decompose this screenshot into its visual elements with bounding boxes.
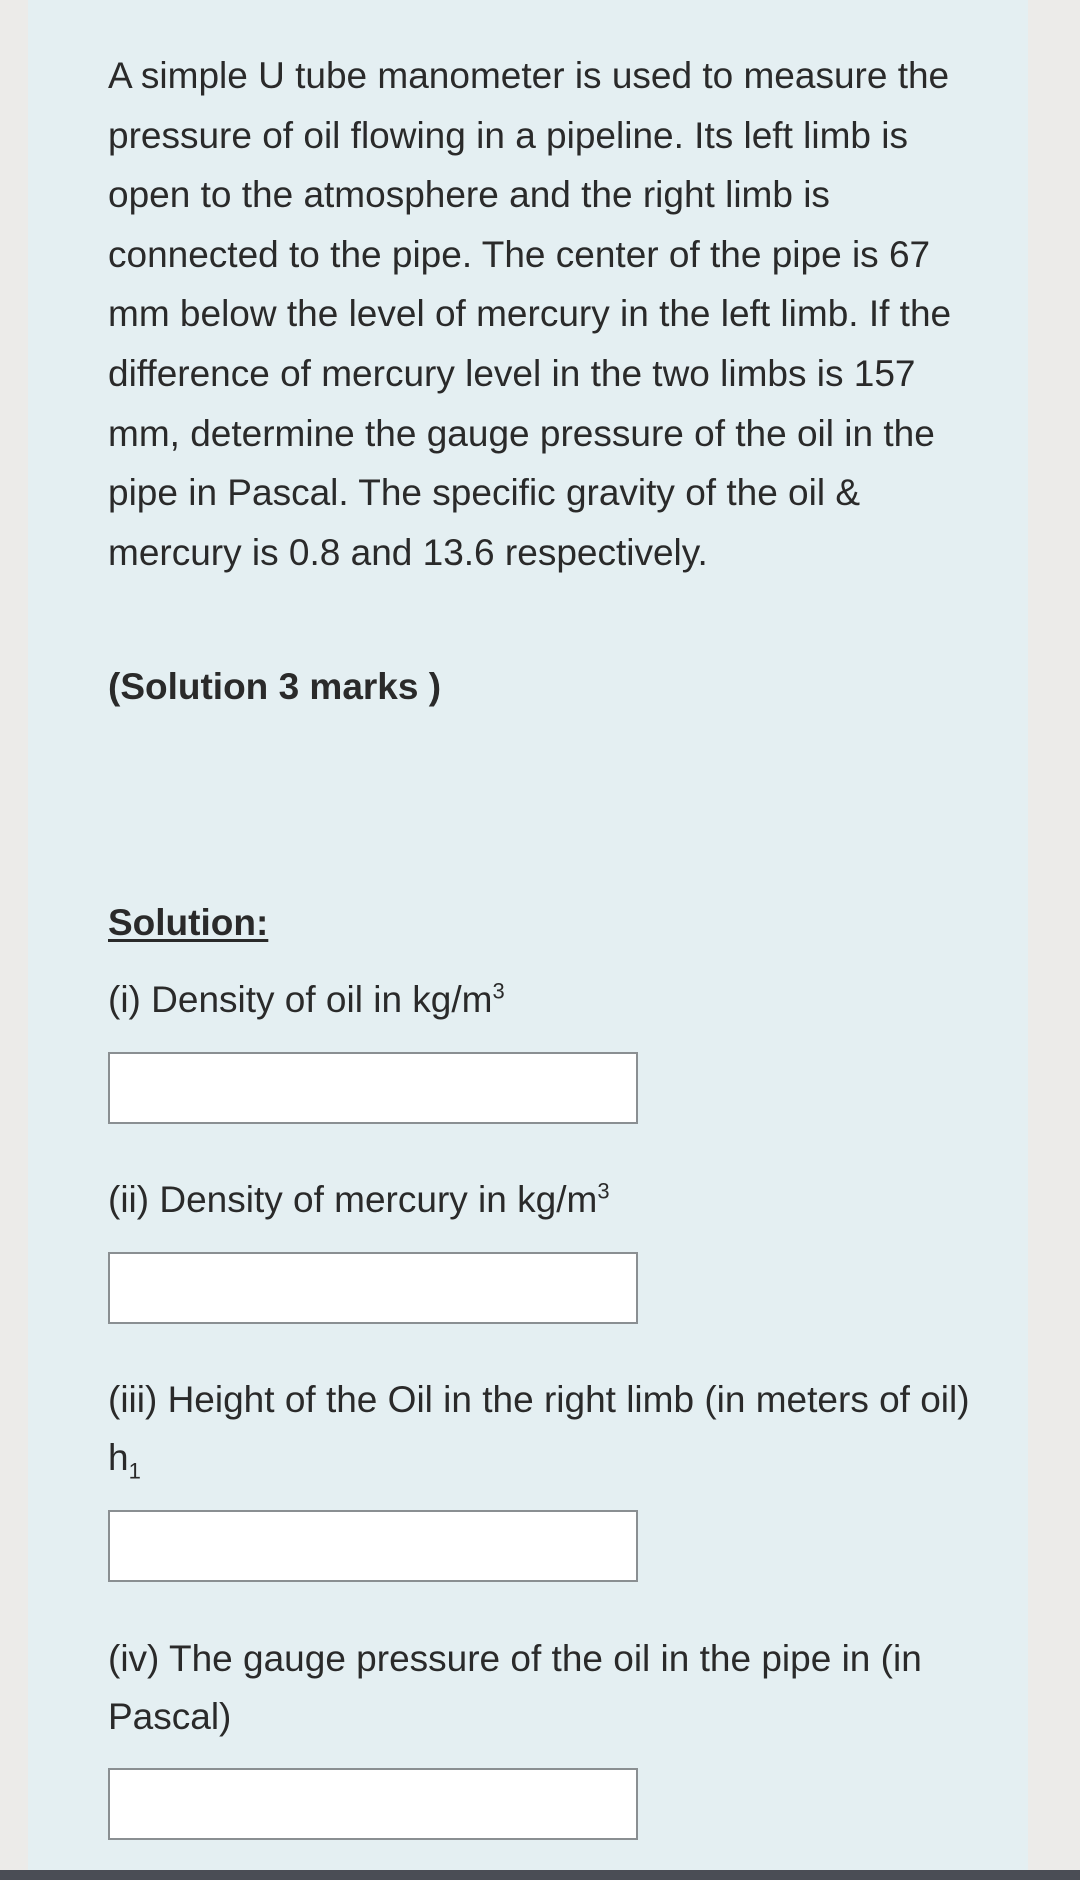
part-ii-text: (ii) Density of mercury in kg/m — [108, 1179, 598, 1220]
part-iii-text: (iii) Height of the Oil in the right limb (in meters of oil) h — [108, 1379, 970, 1478]
part-i-superscript: 3 — [492, 978, 505, 1004]
part-i-answer-input[interactable] — [108, 1052, 638, 1124]
part-ii-answer-input[interactable] — [108, 1252, 638, 1324]
bottom-edge-bar — [0, 1870, 1080, 1880]
part-iv-answer-input[interactable] — [108, 1768, 638, 1840]
part-ii-superscript: 3 — [597, 1178, 610, 1204]
part-iii-label — [108, 1371, 988, 1487]
solution-heading: Solution: — [108, 902, 269, 943]
part-i-text: (i) Density of oil in kg/m — [108, 979, 493, 1020]
part-iii-subscript: 1 — [128, 1458, 141, 1484]
part-iii-answer-input[interactable] — [108, 1510, 638, 1582]
part-iv-label: (iv) The gauge pressure of the oil in the pipe in (in Pascal) — [108, 1638, 922, 1737]
question-card — [28, 0, 1028, 1870]
marks-label: (Solution 3 marks ) — [108, 666, 442, 707]
part-i-label — [108, 971, 988, 1029]
part-ii-label — [108, 1171, 988, 1229]
question-text: A simple U tube manometer is used to measure the pressure of oil flowing in a pipeline. Its left limb is open to the atmosphere and the right limb is connected to the pipe. The center of the pipe is 67 mm below the level of mercury in the left limb. If the difference of mercury level in the two limbs is 157 mm, determine the gauge pressure of the oil in the pipe in Pascal. The specific gravity of the oil & mercury is 0.8 and 13.6 respectively. — [108, 55, 952, 573]
